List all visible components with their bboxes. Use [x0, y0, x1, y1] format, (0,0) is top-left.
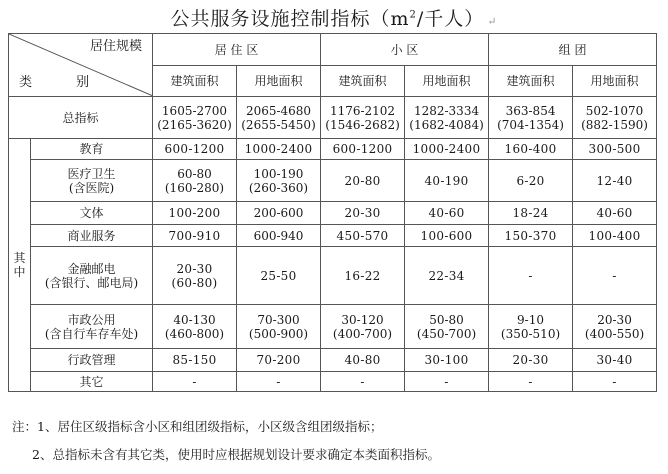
table-notes	[12, 413, 662, 469]
sub-header: 用地面积	[573, 66, 657, 97]
row-label: 市政公用 (含自行车存车处)	[31, 305, 153, 349]
cell-value: -	[153, 372, 237, 392]
cell-value: 30-120 (400-700)	[321, 305, 405, 349]
cell-value: 20-30 (60-80)	[153, 247, 237, 305]
cell-value: 700-910	[153, 225, 237, 247]
level-label: 居住规模	[89, 39, 142, 54]
total-value: 1282-3334 (1682-4084)	[405, 97, 489, 139]
sub-header: 用地面积	[237, 66, 321, 97]
cell-value: 16-22	[321, 247, 405, 305]
title-text: 公共服务设施控制指标（m	[170, 8, 410, 30]
facility-indicator-table	[8, 33, 657, 392]
cell-value: 1000-2400	[405, 139, 489, 160]
sub-header: 建筑面积	[489, 66, 573, 97]
cell-value: 40-60	[573, 202, 657, 225]
cell-value: 50-80 (450-700)	[405, 305, 489, 349]
note-1: 注：1、居住区级指标含小区和组团级指标，小区级含组团级指标；	[12, 419, 383, 434]
cell-value: -	[321, 372, 405, 392]
cell-value: -	[573, 372, 657, 392]
category-label: 类 别	[19, 75, 110, 90]
table-row	[9, 139, 657, 160]
cell-value: 1000-2400	[237, 139, 321, 160]
total-value: 1176-2102 (1546-2682)	[321, 97, 405, 139]
row-label: 医疗卫生 (含医院)	[31, 160, 153, 202]
total-value: 1605-2700 (2165-3620)	[153, 97, 237, 139]
table-row	[9, 247, 657, 305]
cell-value: 6-20	[489, 160, 573, 202]
cell-value: -	[489, 372, 573, 392]
cell-value: 40-190	[405, 160, 489, 202]
table-row	[9, 305, 657, 349]
cell-value: 20-30	[489, 349, 573, 372]
cell-value: 600-940	[237, 225, 321, 247]
cell-value: 12-40	[573, 160, 657, 202]
cell-value: 150-370	[489, 225, 573, 247]
table-row	[9, 97, 657, 139]
table-row	[9, 160, 657, 202]
total-label: 总指标	[9, 97, 153, 139]
title-superscript: 2	[409, 9, 417, 21]
header-diagonal-cell	[9, 34, 153, 97]
table-row	[9, 202, 657, 225]
cell-value: 160-400	[489, 139, 573, 160]
row-label: 其它	[31, 372, 153, 392]
cell-value: 100-600	[405, 225, 489, 247]
cell-value: 85-150	[153, 349, 237, 372]
page-title	[0, 4, 668, 31]
sub-header: 建筑面积	[153, 66, 237, 97]
cell-value: 18-24	[489, 202, 573, 225]
cell-value: 60-80 (160-280)	[153, 160, 237, 202]
cell-value: 22-34	[405, 247, 489, 305]
table-row	[9, 349, 657, 372]
note-2: 2、总指标未含有其它类，使用时应根据规划设计要求确定本类面积指标。	[32, 447, 440, 462]
cell-value: -	[237, 372, 321, 392]
cell-value: 300-500	[573, 139, 657, 160]
cell-value: 40-80	[321, 349, 405, 372]
cell-value: 600-1200	[153, 139, 237, 160]
table-row	[9, 225, 657, 247]
cell-value: 20-30 (400-550)	[573, 305, 657, 349]
cell-value: 100-190 (260-360)	[237, 160, 321, 202]
cell-value: -	[573, 247, 657, 305]
group-residential-district: 居 住 区	[153, 34, 321, 66]
row-label: 教育	[31, 139, 153, 160]
total-value: 502-1070 (882-1590)	[573, 97, 657, 139]
cell-value: 450-570	[321, 225, 405, 247]
cell-value: 20-30	[321, 202, 405, 225]
title-tail: /千人）	[416, 8, 485, 30]
return-mark-icon: ↵	[487, 15, 498, 28]
cell-value: 40-60	[405, 202, 489, 225]
cell-value: 9-10 (350-510)	[489, 305, 573, 349]
cell-value: 30-40	[573, 349, 657, 372]
cell-value: 100-400	[573, 225, 657, 247]
row-label: 文体	[31, 202, 153, 225]
cell-value: 30-100	[405, 349, 489, 372]
cell-value: 600-1200	[321, 139, 405, 160]
cell-value: -	[489, 247, 573, 305]
row-label: 金融邮电 (含银行、邮电局)	[31, 247, 153, 305]
cell-value: 20-80	[321, 160, 405, 202]
table-row	[9, 372, 657, 392]
cell-value: 40-130 (460-800)	[153, 305, 237, 349]
row-label: 商业服务	[31, 225, 153, 247]
cell-value: -	[405, 372, 489, 392]
cell-value: 70-300 (500-900)	[237, 305, 321, 349]
sub-header: 用地面积	[405, 66, 489, 97]
qizhong-char: 其	[13, 251, 26, 265]
sub-header: 建筑面积	[321, 66, 405, 97]
cell-value: 100-200	[153, 202, 237, 225]
row-label: 行政管理	[31, 349, 153, 372]
group-neighborhood: 小 区	[321, 34, 489, 66]
cell-value: 70-200	[237, 349, 321, 372]
total-value: 363-854 (704-1354)	[489, 97, 573, 139]
total-value: 2065-4680 (2655-5450)	[237, 97, 321, 139]
group-cluster: 组 团	[489, 34, 657, 66]
qizhong-cell	[9, 139, 31, 392]
cell-value: 25-50	[237, 247, 321, 305]
cell-value: 200-600	[237, 202, 321, 225]
qizhong-char: 中	[13, 265, 26, 279]
